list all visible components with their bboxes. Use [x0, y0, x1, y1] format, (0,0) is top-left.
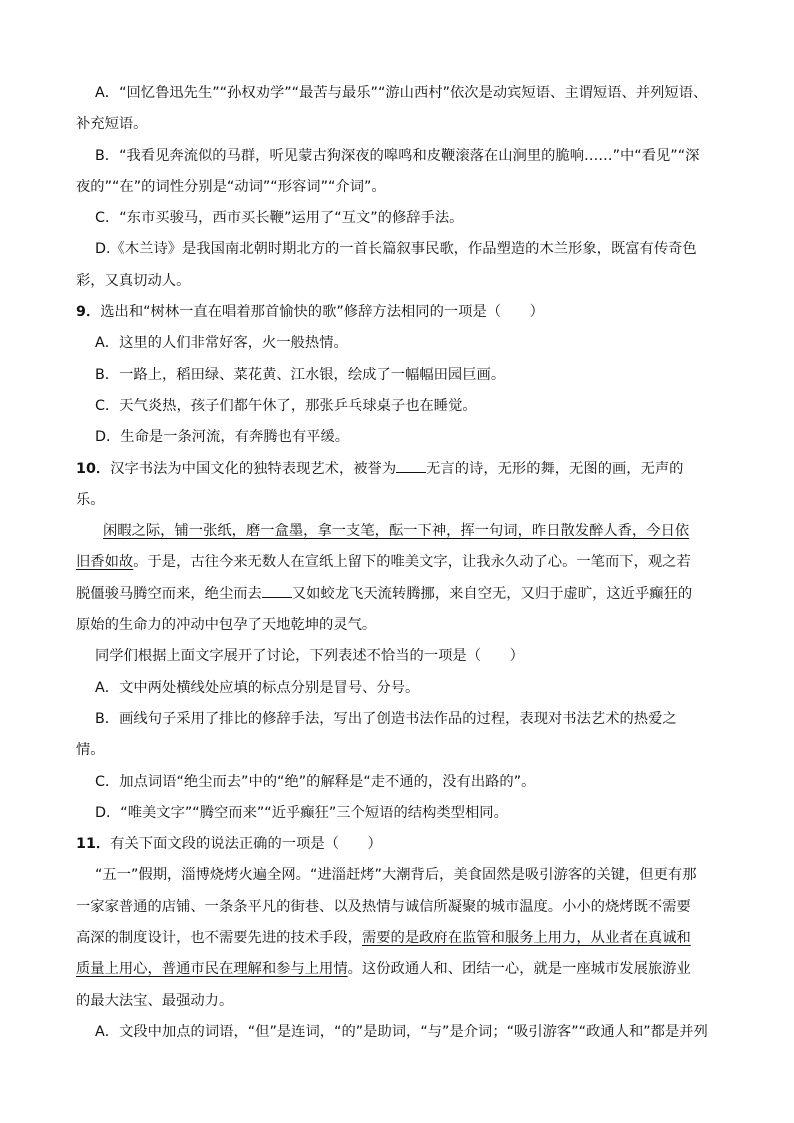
text-segment: 补充短语。 [76, 116, 148, 133]
text-line [76, 391, 716, 422]
underlined-text: 闲暇之际，铺一张纸，磨一盒墨，拿一支笔，酝一下神，挥一句词，昨日散发醉人香，今日依 [103, 523, 690, 540]
text-line [76, 328, 716, 359]
text-segment: C．天气炎热，孩子们都午休了，那张乒乓球桌子也在睡觉。 [95, 397, 477, 414]
text-segment: B．一路上，稻田绿、菜花黄、江水银，绘成了一幅幅田园巨画。 [95, 366, 506, 383]
fill-blank [396, 458, 426, 473]
text-segment: “五一”假期，淄博烧烤火遍全网。“进淄赶烤”大潮背后，美食固然是吸引游客的关键，但更有那 [95, 867, 697, 884]
text-segment: 。于是，古往今来无数人在宣纸上留下的唯美文字，让我永久动了心。一笔而下，观之若 [133, 554, 691, 571]
text-segment: D.《木兰诗》是我国南北朝时期北方的一首长篇叙事民歌，作品塑造的木兰形象，既富有传奇色 [95, 241, 697, 258]
text-line [76, 141, 716, 172]
text-line [76, 454, 716, 485]
text-segment: 乐。 [76, 491, 105, 508]
text-line [76, 579, 716, 610]
text-line [76, 704, 716, 735]
text-line [76, 641, 716, 672]
text-line [76, 673, 716, 704]
text-line [76, 735, 716, 766]
text-segment: D．生命是一条河流，有奔腾也有平缓。 [95, 429, 350, 446]
question-number: 10． [76, 460, 111, 477]
text-line [76, 986, 716, 1017]
question-number: 9． [76, 304, 101, 321]
text-segment: 彩，又真切动人。 [76, 272, 191, 289]
text-segment: 高深的制度设计，也不需要先进的技术手段， [76, 930, 362, 947]
text-segment: B．“我看见奔流似的马群，听见蒙古狗深夜的嗥鸣和皮鞭滚落在山涧里的脆响……”中“看见”“深 [95, 147, 700, 164]
text-line [76, 172, 716, 203]
text-line [76, 547, 716, 578]
text-segment: 原始的生命力的冲动中包孕了天地乾坤的灵气。 [76, 617, 377, 634]
text-line [76, 1017, 716, 1048]
question-number: 11． [76, 836, 111, 853]
text-segment: A．文中两处横线处应填的标点分别是冒号、分号。 [95, 679, 420, 696]
text-line [76, 360, 716, 391]
text-segment: A．文段中加点的词语，“但”是连词，“的”是助词，“与”是介词；“吸引游客”“政通人和”都是并列 [95, 1023, 708, 1040]
text-line [76, 923, 716, 954]
text-segment: A．这里的人们非常好客，火一般热情。 [95, 335, 348, 352]
text-line [76, 610, 716, 641]
text-line [76, 266, 716, 297]
document-body [76, 78, 716, 1048]
underlined-text: 旧香如故 [76, 554, 134, 571]
text-segment: D．“唯美文字”“腾空而来”“近乎癫狂”三个短语的结构类型相同。 [95, 804, 508, 821]
text-segment: 。这份政通人和、团结一心，就是一座城市发展旅游业 [347, 961, 691, 978]
text-line [76, 516, 716, 547]
underlined-text: 质量上用心，普通市民在理解和参与上用情 [76, 961, 348, 978]
text-segment: B．画线句子采用了排比的修辞手法，写出了创造书法作品的过程，表现对书法艺术的热爱之 [95, 710, 677, 727]
text-segment: C．加点词语“绝尘而去”中的“绝”的解释是“走不通的，没有出路的”。 [95, 773, 536, 790]
text-segment: 又如蛟龙飞天流转腾挪，来自空无，又归于虚旷，这近乎癫狂的 [291, 585, 693, 602]
text-segment: 汉字书法为中国文化的独特表现艺术，被誉为 [110, 460, 397, 477]
text-segment: 情。 [76, 742, 105, 759]
text-segment: 选出和“树林一直在唱着那首愉快的歌”修辞方法相同的一项是（ ） [100, 304, 544, 321]
text-segment: 同学们根据上面文字展开了讨论，下列表述不恰当的一项是（ ） [95, 648, 524, 665]
text-line [76, 109, 716, 140]
text-line [76, 767, 716, 798]
text-line [76, 892, 716, 923]
text-segment: 夜的”“在”的词性分别是“动词”“形容词”“介词”。 [76, 178, 386, 195]
text-segment: 无言的诗，无形的舞，无图的画，无声的 [426, 460, 684, 477]
text-segment: A．“回忆鲁迅先生”“孙权劝学”“最苦与最乐”“游山西村”依次是动宾短语、主谓短语、并列短语、 [95, 85, 708, 101]
text-segment: C．“东市买骏马，西市买长鞭”运用了“互文”的修辞手法。 [95, 210, 464, 227]
text-line [76, 829, 716, 860]
text-line [76, 297, 716, 328]
text-line [76, 78, 716, 109]
text-line [76, 798, 716, 829]
text-line [76, 422, 716, 453]
text-line [76, 485, 716, 516]
text-segment: 脱僵骏马腾空而来，绝尘而去 [76, 585, 262, 602]
fill-blank [262, 583, 292, 598]
text-segment: 有关下面文段的说法正确的一项是（ ） [110, 836, 382, 853]
underlined-text: 需要的是政府在监管和服务上用力，从业者在真诚和 [361, 930, 691, 947]
text-line [76, 954, 716, 985]
text-line [76, 203, 716, 234]
text-line [76, 860, 716, 891]
text-line [76, 234, 716, 265]
text-segment: 一家家普通的店铺、一条条平凡的街巷、以及热情与诚信所凝聚的城市温度。小小的烧烤既不需要 [76, 898, 691, 915]
text-segment: 的最大法宝、最强动力。 [76, 992, 234, 1009]
